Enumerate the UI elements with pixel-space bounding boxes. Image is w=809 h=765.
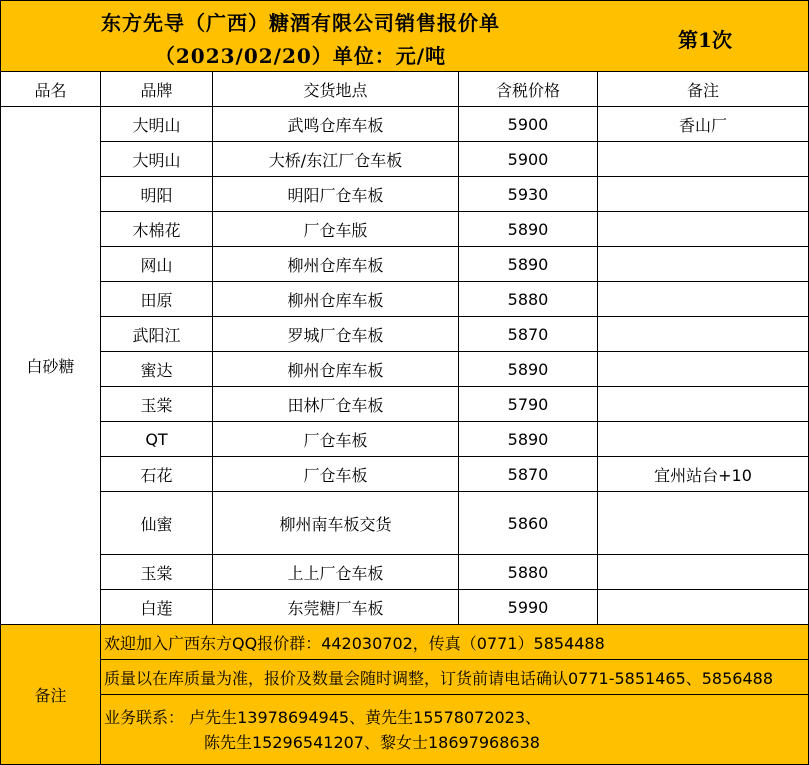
location-cell: 东莞糖厂车板 (213, 590, 459, 625)
brand-cell: 白莲 (101, 590, 213, 625)
footer-label: 备注 (1, 625, 101, 765)
note-cell (598, 212, 809, 247)
header-banner (1, 1, 809, 72)
column-header: 交货地点 (213, 72, 459, 107)
location-cell: 柳州南车板交货 (213, 492, 459, 555)
column-header: 含税价格 (459, 72, 598, 107)
brand-cell: 武阳江 (101, 317, 213, 352)
contact-line: 业务联系： 卢先生13978694945、黄先生15578072023、 (104, 707, 542, 727)
contact-line: 陈先生15296541207、黎女士18697968638 (204, 732, 540, 752)
brand-cell: QT (101, 422, 213, 457)
note-cell: 香山厂 (598, 107, 809, 142)
table-row (1, 492, 809, 555)
location-cell: 上上厂仓车板 (213, 555, 459, 590)
location-cell: 罗城厂仓车板 (213, 317, 459, 352)
page-subtitle: （2023/02/20）单位：元/吨 (154, 44, 447, 68)
table-row (1, 317, 809, 352)
product-name-cell: 白砂糖 (1, 107, 101, 625)
footer-qq-group-note: 欢迎加入广西东方QQ报价群：442030702，传真（0771）5854488 (101, 625, 809, 660)
price-cell: 5790 (459, 387, 598, 422)
column-header: 品牌 (101, 72, 213, 107)
note-cell (598, 422, 809, 457)
note-cell (598, 317, 809, 352)
location-cell: 厂仓车板 (213, 422, 459, 457)
column-header: 备注 (598, 72, 809, 107)
brand-cell: 大明山 (101, 107, 213, 142)
table-row (1, 387, 809, 422)
brand-cell: 明阳 (101, 177, 213, 212)
location-cell: 柳州仓库车板 (213, 247, 459, 282)
table-row (1, 457, 809, 492)
price-cell: 5930 (459, 177, 598, 212)
table-row (1, 422, 809, 457)
note-cell (598, 555, 809, 590)
price-cell: 5870 (459, 457, 598, 492)
footer-contacts (101, 695, 809, 765)
note-cell (598, 282, 809, 317)
location-cell: 厂仓车板 (213, 457, 459, 492)
location-cell: 武鸣仓库车板 (213, 107, 459, 142)
brand-cell: 网山 (101, 247, 213, 282)
note-cell (598, 247, 809, 282)
note-cell (598, 177, 809, 212)
brand-cell: 玉棠 (101, 387, 213, 422)
quote-round-label: 第1次 (678, 28, 732, 52)
note-cell (598, 352, 809, 387)
footer-quality-note: 质量以在库质量为准，报价及数量会随时调整，订货前请电话确认0771-5851465、5856488 (101, 660, 809, 695)
location-cell: 柳州仓库车板 (213, 352, 459, 387)
brand-cell: 木棉花 (101, 212, 213, 247)
brand-cell: 田原 (101, 282, 213, 317)
price-cell: 5900 (459, 142, 598, 177)
price-cell: 5860 (459, 492, 598, 555)
price-cell: 5990 (459, 590, 598, 625)
location-cell: 田林厂仓车板 (213, 387, 459, 422)
price-cell: 5900 (459, 107, 598, 142)
note-cell (598, 142, 809, 177)
table-row (1, 247, 809, 282)
price-cell: 5890 (459, 352, 598, 387)
footer-row (1, 660, 809, 695)
column-header-row (1, 72, 809, 107)
location-cell: 厂仓车版 (213, 212, 459, 247)
brand-cell: 石花 (101, 457, 213, 492)
page-title: 东方先导（广西）糖酒有限公司销售报价单 (101, 11, 500, 35)
table-row (1, 555, 809, 590)
table-row (1, 590, 809, 625)
table-row (1, 212, 809, 247)
location-cell: 大桥/东江厂仓车板 (213, 142, 459, 177)
note-cell (598, 387, 809, 422)
price-cell: 5890 (459, 212, 598, 247)
table-row (1, 352, 809, 387)
brand-cell: 玉棠 (101, 555, 213, 590)
table-row (1, 282, 809, 317)
brand-cell: 大明山 (101, 142, 213, 177)
location-cell: 柳州仓库车板 (213, 282, 459, 317)
price-cell: 5870 (459, 317, 598, 352)
price-cell: 5880 (459, 555, 598, 590)
note-cell (598, 590, 809, 625)
note-cell: 宜州站台+10 (598, 457, 809, 492)
price-cell: 5890 (459, 422, 598, 457)
price-cell: 5880 (459, 282, 598, 317)
table-row (1, 142, 809, 177)
note-cell (598, 492, 809, 555)
brand-cell: 蜜达 (101, 352, 213, 387)
table-row (1, 177, 809, 212)
footer-row (1, 625, 809, 660)
footer-row (1, 695, 809, 765)
location-cell: 明阳厂仓车板 (213, 177, 459, 212)
brand-cell: 仙蜜 (101, 492, 213, 555)
price-cell: 5890 (459, 247, 598, 282)
column-header: 品名 (1, 72, 101, 107)
table-row (1, 107, 809, 142)
